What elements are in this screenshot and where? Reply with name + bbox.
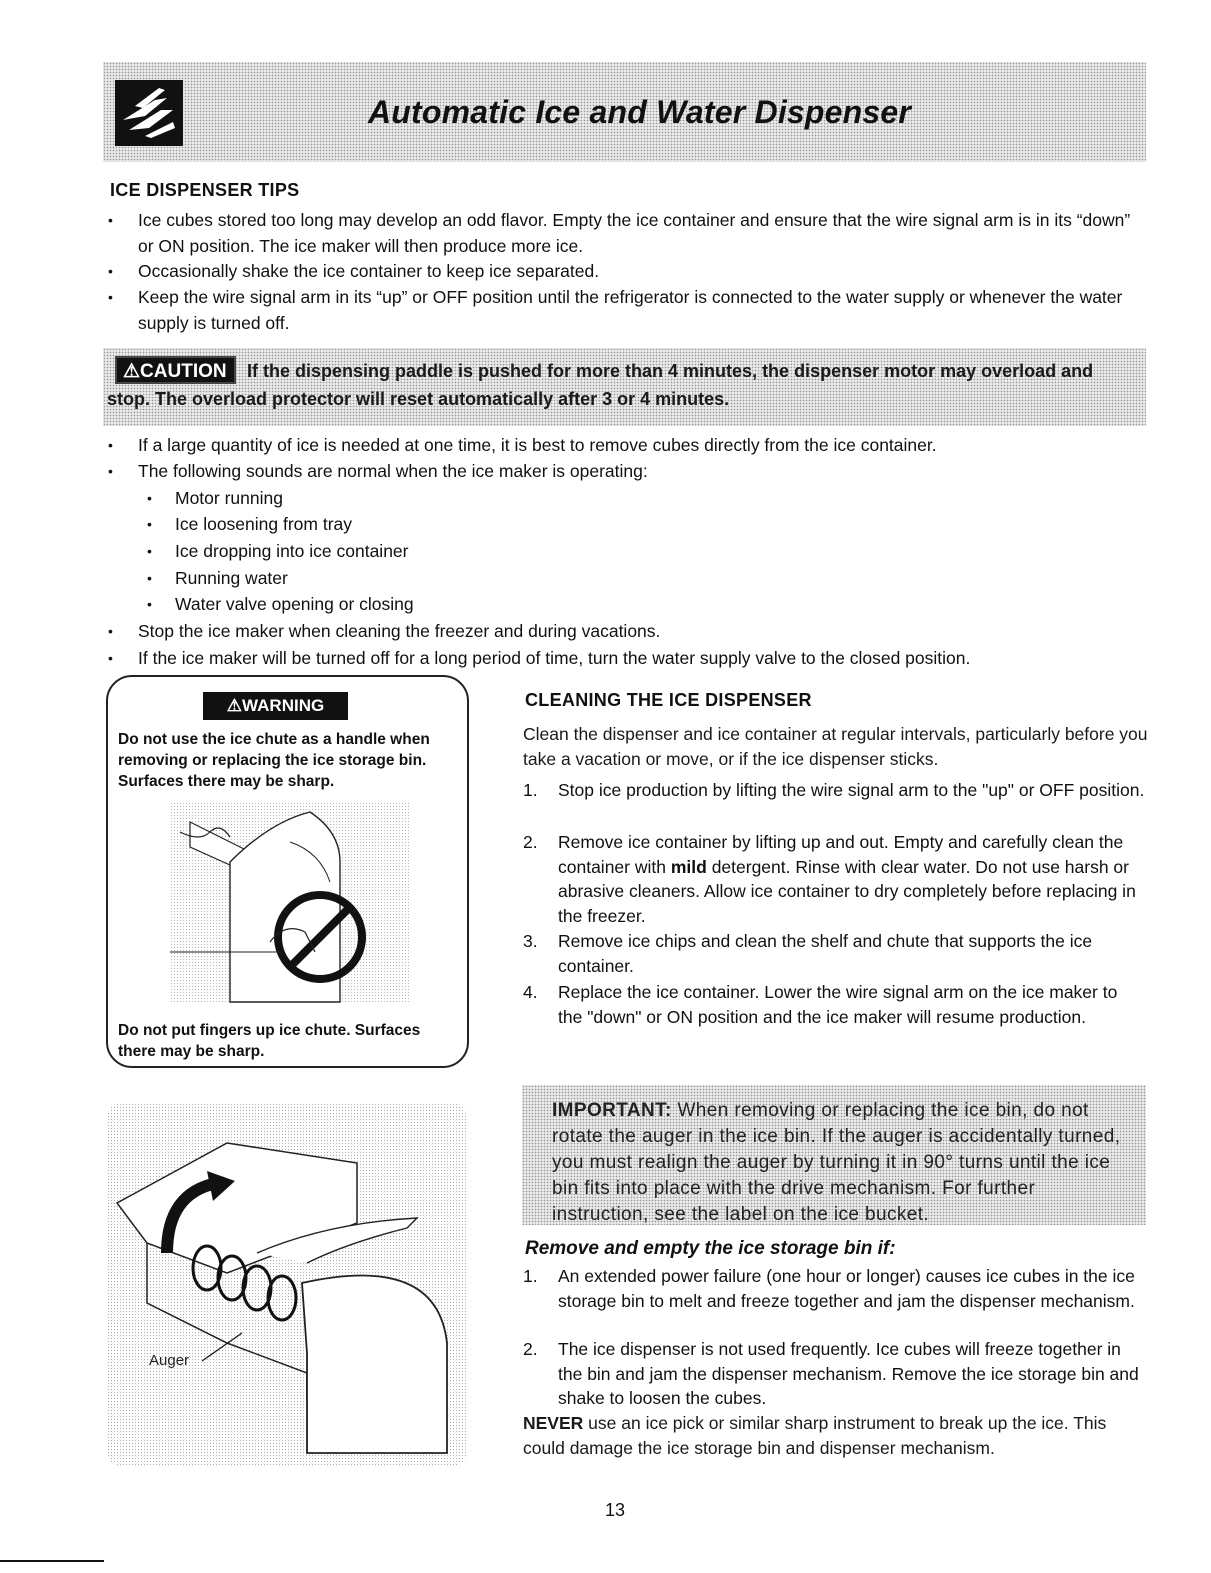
step-number: 2. xyxy=(523,1339,538,1359)
step-text: An extended power failure (one hour or longer) causes ice cubes in the ice storage bin to melt and freeze together and jam the dispenser mechanism. xyxy=(558,1266,1135,1311)
bottom-rule xyxy=(0,1560,104,1562)
never-warning xyxy=(523,1411,1148,1461)
important-notice xyxy=(522,1085,1146,1225)
remove-heading: Remove and empty the ice storage bin if: xyxy=(525,1238,896,1259)
caution-notice xyxy=(103,348,1146,426)
tip-bullet: • The following sounds are normal when the ice maker is operating: xyxy=(138,458,1148,484)
auger-callout-label: Auger xyxy=(149,1352,190,1369)
caution-text: If the dispensing paddle is pushed for more than 4 minutes, the dispenser motor may overload and stop. The overload protector will reset automatically after 3 or 4 minutes. xyxy=(107,361,1094,409)
sound-item: • Motor running xyxy=(175,485,283,511)
sound-item: • Running water xyxy=(175,565,288,591)
cleaning-heading: CLEANING THE ICE DISPENSER xyxy=(525,690,812,710)
remove-step xyxy=(523,1264,1146,1313)
step-text: Remove ice chips and clean the shelf and chute that supports the ice container. xyxy=(558,931,1093,976)
never-text: use an ice pick or similar sharp instrument to break up the ice. This could damage the ice storage bin and dispenser mechanism. xyxy=(523,1413,1107,1458)
page-number: 13 xyxy=(605,1500,626,1520)
sound-item: • Ice dropping into ice container xyxy=(175,538,408,564)
warning-box xyxy=(106,675,469,1068)
ice-bin-auger-illustration xyxy=(107,1103,467,1466)
ice-cubes-icon xyxy=(115,80,183,146)
cleaning-step xyxy=(523,980,1146,1029)
warning-label: WARNING xyxy=(242,696,325,715)
step-text: Stop ice production by lifting the wire signal arm to the "up" or OFF position. xyxy=(558,780,1145,800)
warning-triangle-icon: ⚠ xyxy=(123,361,141,382)
step-text: Remove ice container by lifting up and out. Empty and carefully clean the container with xyxy=(558,832,1124,877)
step-text: The ice dispenser is not used frequently. Ice cubes will freeze together in the bin and jam the dispenser mechanism. Remove the ice storage bin and shake to loosen the cubes. xyxy=(558,1339,1139,1408)
never-label: NEVER xyxy=(523,1413,584,1433)
step-text: detergent. Rinse with clear water. Do not use harsh or abrasive cleaners. Allow ice container to dry completely before replacing in the freezer. xyxy=(558,856,1136,926)
caution-badge xyxy=(115,356,236,384)
tip-bullet: • Ice cubes stored too long may develop an odd flavor. Empty the ice container and ensure that the wire signal arm is in its “down” or ON position. The ice maker will then produce more ice. xyxy=(138,207,1148,259)
ice-chute-illustration xyxy=(170,802,410,1012)
important-text: When removing or replacing the ice bin, do not rotate the auger in the ice bin. If the auger is accidentally turned, you must realign the auger by turning it in 90° turns until the ice bin fits into place with the drive mechanism. For further instruction, see the label on the ice bucket. xyxy=(552,1100,1121,1225)
tip-bullet: • If the ice maker will be turned off for a long period of time, turn the water supply valve to the closed position. xyxy=(138,645,1148,671)
caution-label: CAUTION xyxy=(140,361,227,382)
step-bold-word: mild xyxy=(670,856,707,877)
step-number: 1. xyxy=(523,1266,538,1286)
page-title: Automatic Ice and Water Dispenser xyxy=(368,94,912,130)
cleaning-step xyxy=(523,830,1146,928)
sound-item: • Water valve opening or closing xyxy=(175,591,414,617)
tip-bullet: • Keep the wire signal arm in its “up” or OFF position until the refrigerator is connected to the water supply or whenever the water supply is turned off. xyxy=(138,284,1148,336)
cleaning-step xyxy=(523,778,1146,803)
tip-bullet: • If a large quantity of ice is needed at one time, it is best to remove cubes directly from the ice container. xyxy=(138,432,1148,458)
step-text: Replace the ice container. Lower the wire signal arm on the ice maker to the "down" or ON position and the ice maker will resume production. xyxy=(558,982,1118,1027)
warning-top-text: Do not use the ice chute as a handle when removing or replacing the ice storage bin. Surfaces there may be sharp. xyxy=(118,731,430,790)
warning-bottom-text: Do not put fingers up ice chute. Surfaces there may be sharp. xyxy=(118,1022,421,1060)
step-number: 2. xyxy=(523,832,538,852)
important-text-block xyxy=(552,1098,1132,1228)
important-label: IMPORTANT: xyxy=(552,1100,672,1121)
tip-bullet: • Stop the ice maker when cleaning the freezer and during vacations. xyxy=(138,618,1148,644)
tips-heading: ICE DISPENSER TIPS xyxy=(110,180,300,200)
step-number: 1. xyxy=(523,780,538,800)
cleaning-step xyxy=(523,929,1146,978)
step-number: 4. xyxy=(523,982,538,1002)
step-number: 3. xyxy=(523,931,538,951)
warning-badge xyxy=(203,692,348,720)
tip-bullet: • Occasionally shake the ice container to keep ice separated. xyxy=(138,258,1148,284)
cleaning-intro: Clean the dispenser and ice container at regular intervals, particularly before you take a vacation or move, or if the ice dispenser sticks. xyxy=(523,724,1148,769)
warning-triangle-icon: ⚠ xyxy=(226,696,243,715)
section-header-band xyxy=(103,62,1146,162)
sound-item: • Ice loosening from tray xyxy=(175,511,352,537)
remove-step xyxy=(523,1337,1146,1411)
